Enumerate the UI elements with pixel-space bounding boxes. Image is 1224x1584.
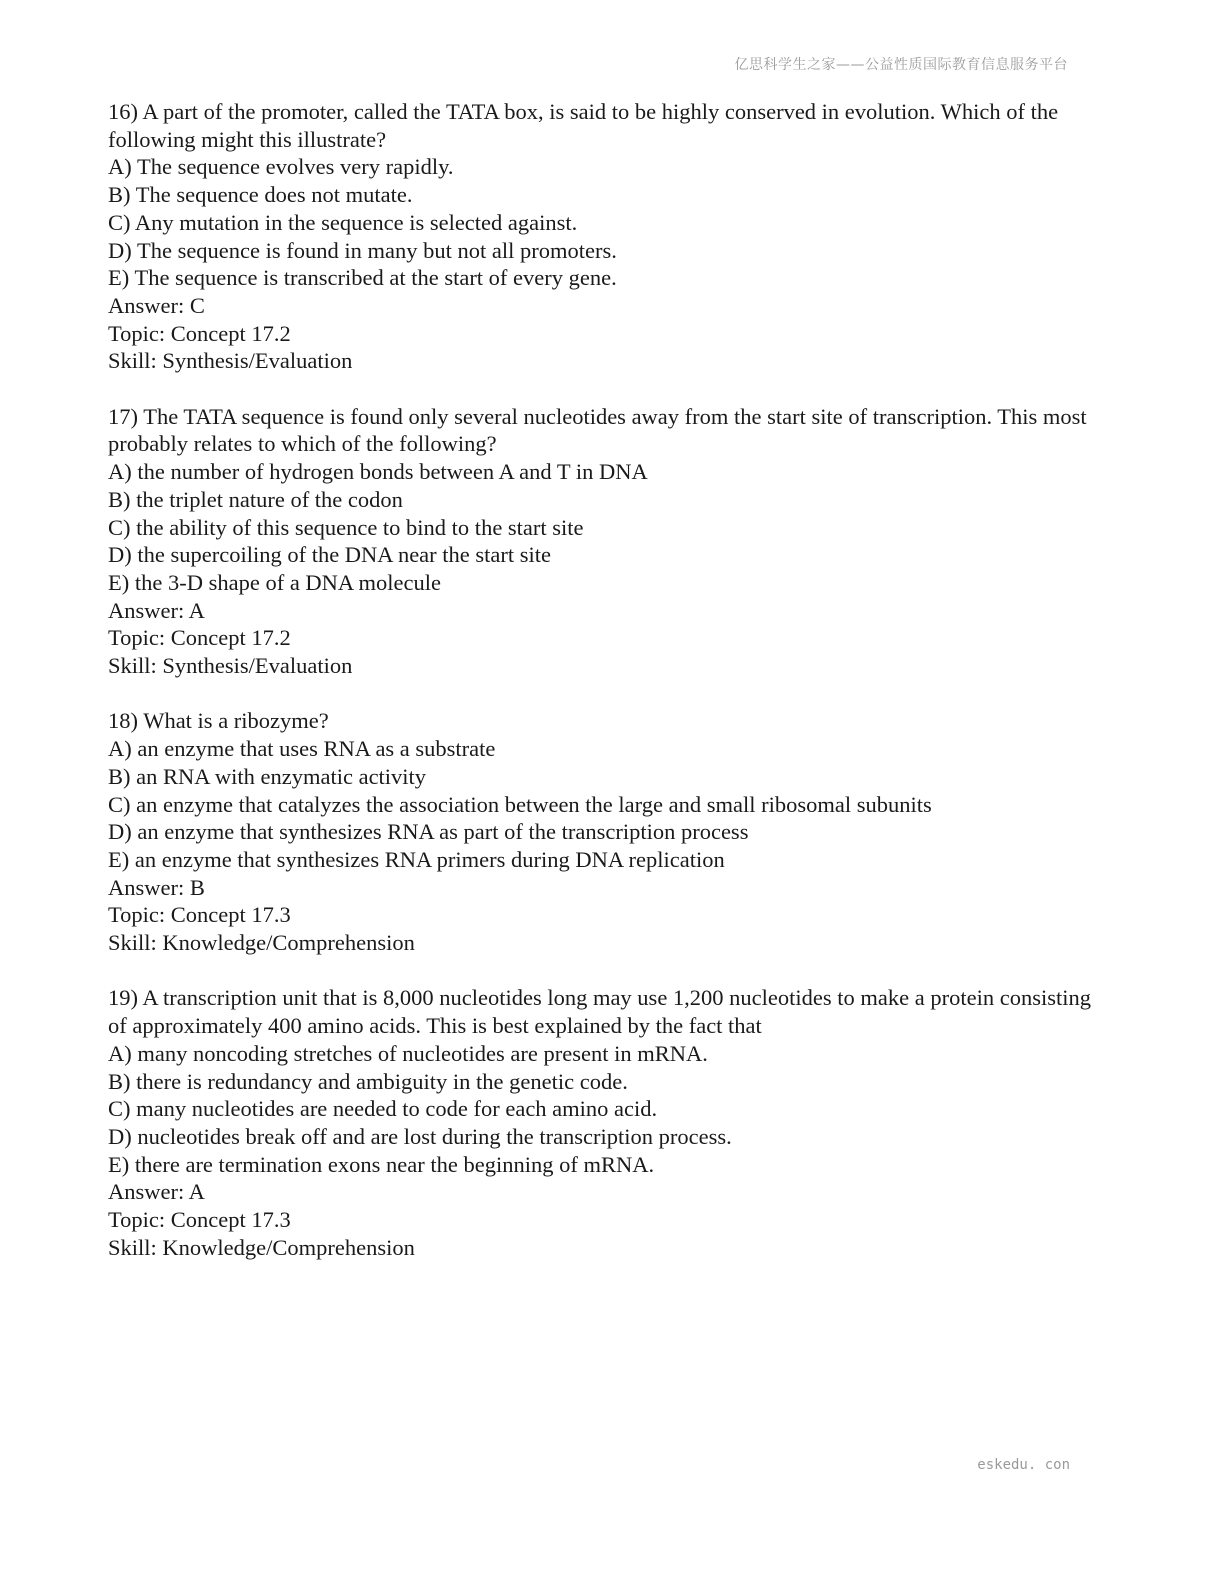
option-c: C) many nucleotides are needed to code for each amino acid.: [108, 1096, 658, 1122]
option-e: E) there are termination exons near the beginning of mRNA.: [108, 1151, 655, 1177]
answer-line: Answer: C: [108, 292, 205, 318]
question-16: [108, 98, 1108, 375]
option-a: A) the number of hydrogen bonds between A and T in DNA: [108, 459, 648, 485]
question-17: [108, 403, 1108, 680]
question-stem: 18) What is a ribozyme?: [108, 708, 329, 734]
option-a: A) an enzyme that uses RNA as a substrate: [108, 736, 496, 762]
option-d: D) an enzyme that synthesizes RNA as part of the transcription process: [108, 819, 749, 845]
option-e: E) The sequence is transcribed at the start of every gene.: [108, 265, 617, 291]
option-c: C) the ability of this sequence to bind to the start site: [108, 514, 584, 540]
answer-line: Answer: A: [108, 597, 205, 623]
question-18: [108, 707, 1108, 956]
skill-line: Skill: Knowledge/Comprehension: [108, 1234, 415, 1260]
option-a: A) many noncoding stretches of nucleotides are present in mRNA.: [108, 1040, 708, 1066]
option-b: B) an RNA with enzymatic activity: [108, 763, 427, 789]
option-e: E) the 3-D shape of a DNA molecule: [108, 569, 442, 595]
option-b: B) The sequence does not mutate.: [108, 182, 413, 208]
option-b: B) there is redundancy and ambiguity in the genetic code.: [108, 1068, 628, 1094]
option-c: C) Any mutation in the sequence is selected against.: [108, 209, 578, 235]
option-d: D) The sequence is found in many but not all promoters.: [108, 237, 617, 263]
skill-line: Skill: Synthesis/Evaluation: [108, 348, 353, 374]
topic-line: Topic: Concept 17.3: [108, 902, 291, 928]
question-stem: 19) A transcription unit that is 8,000 nucleotides long may use 1,200 nucleotides to make a protein consisting of approximately 400 amino acids. This is best explained by the fact that: [108, 985, 1091, 1039]
topic-line: Topic: Concept 17.2: [108, 625, 291, 651]
question-19: [108, 984, 1108, 1261]
skill-line: Skill: Knowledge/Comprehension: [108, 930, 415, 956]
question-stem: 17) The TATA sequence is found only several nucleotides away from the start site of transcription. This most probably relates to which of the following?: [108, 403, 1087, 457]
option-d: D) nucleotides break off and are lost during the transcription process.: [108, 1123, 732, 1149]
option-d: D) the supercoiling of the DNA near the start site: [108, 542, 552, 568]
page-footer-domain: eskedu. con: [977, 1457, 1070, 1473]
option-e: E) an enzyme that synthesizes RNA primers during DNA replication: [108, 846, 725, 872]
option-a: A) The sequence evolves very rapidly.: [108, 154, 454, 180]
answer-line: Answer: A: [108, 1179, 205, 1205]
question-list: [108, 98, 1108, 1289]
topic-line: Topic: Concept 17.2: [108, 320, 291, 346]
option-b: B) the triplet nature of the codon: [108, 486, 403, 512]
page-header-watermark: 亿思科学生之家——公益性质国际教育信息服务平台: [734, 57, 1068, 73]
option-c: C) an enzyme that catalyzes the association between the large and small ribosomal subunits: [108, 791, 932, 817]
skill-line: Skill: Synthesis/Evaluation: [108, 653, 353, 679]
topic-line: Topic: Concept 17.3: [108, 1207, 291, 1233]
question-stem: 16) A part of the promoter, called the TATA box, is said to be highly conserved in evolution. Which of the following might this illustrate?: [108, 99, 1059, 152]
answer-line: Answer: B: [108, 874, 205, 900]
